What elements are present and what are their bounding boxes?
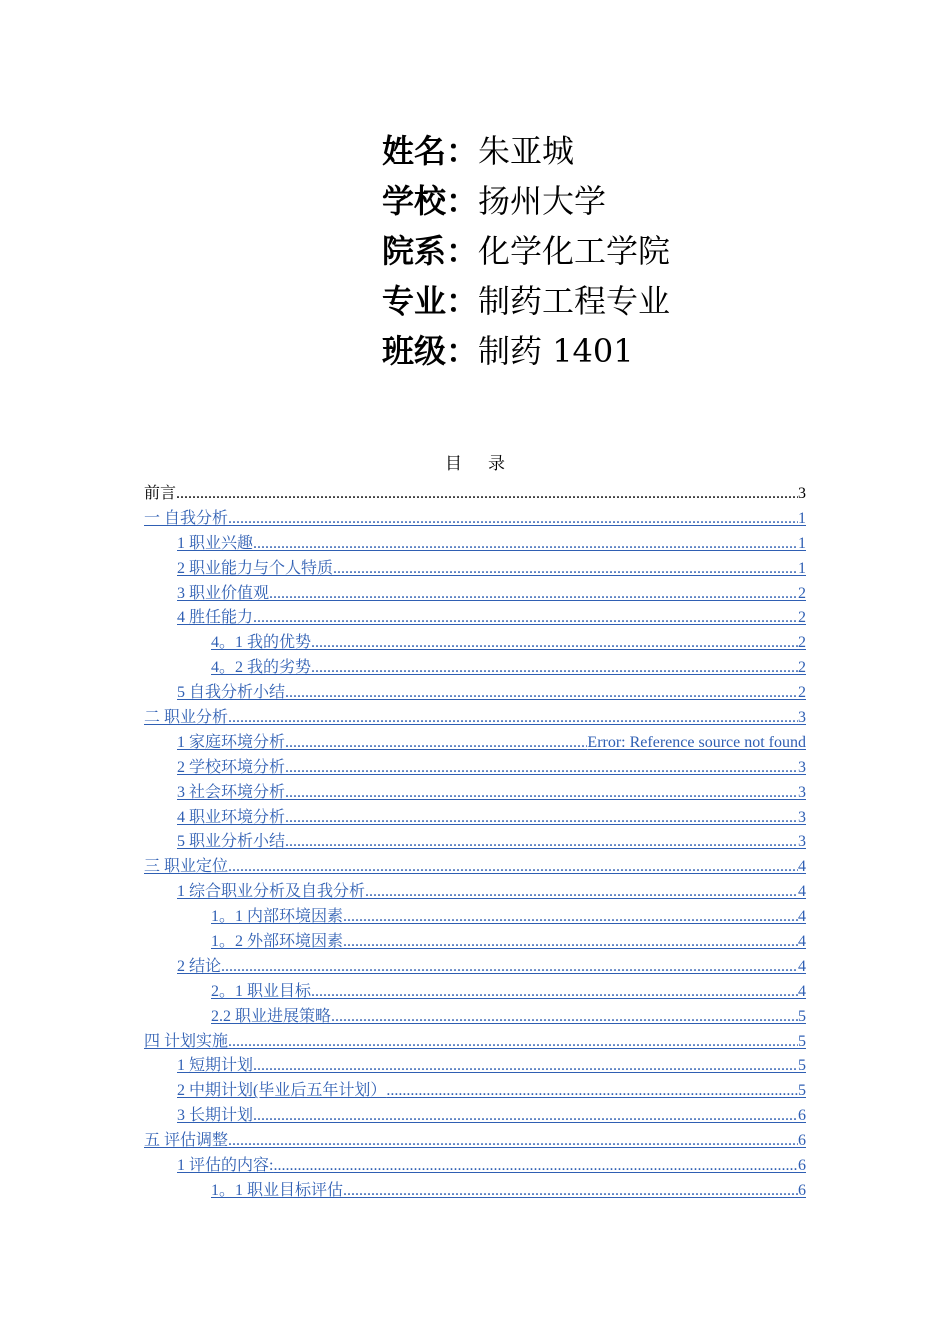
cover-row-major (382, 276, 670, 326)
major-value: 制药工程专业 (478, 282, 671, 320)
toc-entry[interactable] (144, 880, 806, 905)
toc-entry-text: 1 评估的内容: (177, 1157, 274, 1175)
toc-entry-text: 一 自我分析 (144, 509, 229, 527)
toc-entry-page: 1 (798, 509, 806, 527)
toc-leader (386, 1079, 798, 1104)
toc-leader (273, 1154, 798, 1179)
toc-entry-page: 4 (798, 908, 806, 926)
toc-leader (285, 781, 798, 806)
cover-row-school (382, 176, 670, 226)
toc-entry-preface (144, 482, 806, 507)
toc-entry-text: 五 评估调整 (144, 1132, 229, 1150)
toc-entry-page: 3 (798, 833, 806, 851)
toc-leader (228, 706, 798, 731)
toc-entry-page: 4 (798, 933, 806, 951)
toc-leader (285, 806, 798, 831)
department-value: 化学化工学院 (478, 232, 671, 270)
toc-leader (285, 681, 798, 706)
toc-entry-page: 2 (798, 684, 806, 702)
toc-entry-page: 4 (798, 957, 806, 975)
toc-entry[interactable] (144, 955, 806, 980)
toc-entry-page: 1 (798, 534, 806, 552)
toc-entry-text: 三 职业定位 (144, 858, 229, 876)
toc-entry-text: 4 胜任能力 (177, 609, 254, 627)
cover-row-name (382, 126, 670, 176)
toc-entry-text: 4。2 我的劣势 (211, 659, 312, 677)
toc-entry[interactable] (144, 1129, 806, 1154)
toc-entry-text: 2 中期计划(毕业后五年计划） (177, 1082, 387, 1100)
name-label: 姓名： (382, 132, 479, 170)
toc-entry-page: 3 (798, 783, 806, 801)
toc-entry[interactable] (144, 731, 806, 756)
toc-entry[interactable] (144, 855, 806, 880)
toc-title-right: 录 (488, 454, 505, 474)
toc-entry-page: 3 (798, 485, 806, 502)
toc-title (0, 449, 950, 474)
toc-leader (311, 656, 798, 681)
toc-leader (228, 855, 798, 880)
toc-entry-page: 5 (798, 1057, 806, 1075)
toc-entry-text: 二 职业分析 (144, 709, 229, 727)
toc-entry-text: 4 职业环境分析 (177, 808, 286, 826)
toc-entry-page: 4 (798, 982, 806, 1000)
toc-leader (311, 980, 798, 1005)
toc-entry-text: 四 计划实施 (144, 1032, 229, 1050)
toc-entry-text: 前言 (144, 485, 177, 502)
cover-row-class (382, 326, 670, 376)
toc-entry-text: 1。1 职业目标评估 (211, 1181, 344, 1199)
toc-leader (221, 955, 798, 980)
toc-entry[interactable] (144, 1154, 806, 1179)
cover-row-department (382, 226, 670, 276)
toc-entry[interactable] (144, 830, 806, 855)
toc-entry-page: 3 (798, 758, 806, 776)
toc-entry-page: 1 (798, 559, 806, 577)
toc-leader (285, 756, 798, 781)
toc-leader (269, 582, 798, 607)
toc-entry[interactable] (144, 706, 806, 731)
toc-leader (343, 1179, 798, 1204)
class-label: 班级： (382, 332, 479, 370)
toc-entry-text: 1 家庭环境分析 (177, 733, 286, 751)
toc-entry-text: 3 职业价值观 (177, 584, 270, 602)
toc-leader (365, 880, 798, 905)
toc-entry-page: 4 (798, 883, 806, 901)
toc-entry[interactable] (144, 532, 806, 557)
toc-entry-text: 1 综合职业分析及自我分析 (177, 883, 366, 901)
toc-entry-page: 3 (798, 808, 806, 826)
toc-entry-page: Error: Reference source not found (587, 733, 806, 751)
toc-leader (343, 905, 798, 930)
toc-entry[interactable] (144, 980, 806, 1005)
toc-leader (228, 1030, 798, 1055)
toc-entry-page: 2 (798, 634, 806, 652)
toc-entry[interactable] (144, 1054, 806, 1079)
toc-entry-text: 5 自我分析小结 (177, 684, 286, 702)
major-label: 专业： (382, 282, 479, 320)
school-label: 学校： (382, 182, 479, 220)
toc-entry[interactable] (144, 631, 806, 656)
toc-entry[interactable] (144, 507, 806, 532)
table-of-contents (144, 482, 806, 1204)
toc-leader (311, 631, 798, 656)
class-value: 制药 1401 (478, 332, 634, 370)
cover-info (382, 126, 670, 376)
toc-entry-page: 4 (798, 858, 806, 876)
toc-entry-page: 2 (798, 609, 806, 627)
toc-entry-page: 3 (798, 709, 806, 727)
toc-leader (228, 507, 798, 532)
toc-leader (343, 930, 798, 955)
toc-leader (331, 1005, 798, 1030)
toc-entry-text: 2 结论 (177, 957, 222, 975)
department-label: 院系： (382, 232, 479, 270)
toc-entry-text: 2.2 职业进展策略 (211, 1007, 332, 1025)
toc-leader (253, 532, 798, 557)
toc-entry[interactable] (144, 756, 806, 781)
toc-entry[interactable] (144, 557, 806, 582)
toc-leader (285, 731, 587, 756)
toc-leader (333, 557, 798, 582)
toc-entry-text: 4。1 我的优势 (211, 634, 312, 652)
toc-entry-text: 2 职业能力与个人特质 (177, 559, 334, 577)
toc-entry-page: 5 (798, 1082, 806, 1100)
toc-leader (176, 482, 798, 507)
toc-entry[interactable] (144, 1005, 806, 1030)
toc-entry-page: 6 (798, 1157, 806, 1175)
toc-title-left: 目 (445, 454, 462, 474)
toc-entry-text: 1 短期计划 (177, 1057, 254, 1075)
toc-entry-text: 3 长期计划 (177, 1107, 254, 1125)
toc-entry-page: 5 (798, 1032, 806, 1050)
toc-entry-text: 1。2 外部环境因素 (211, 933, 344, 951)
toc-entry-text: 1 职业兴趣 (177, 534, 254, 552)
toc-entry[interactable] (144, 606, 806, 631)
toc-entry[interactable] (144, 582, 806, 607)
toc-entry-page: 2 (798, 659, 806, 677)
toc-entry[interactable] (144, 681, 806, 706)
name-value: 朱亚城 (478, 132, 575, 170)
toc-entry-page: 6 (798, 1132, 806, 1150)
toc-leader (285, 830, 798, 855)
toc-entry[interactable] (144, 930, 806, 955)
toc-entry[interactable] (144, 1030, 806, 1055)
toc-entry[interactable] (144, 905, 806, 930)
toc-entry-page: 5 (798, 1007, 806, 1025)
toc-entry-text: 3 社会环境分析 (177, 783, 286, 801)
toc-entry[interactable] (144, 781, 806, 806)
toc-entry[interactable] (144, 806, 806, 831)
toc-entry-page: 6 (798, 1181, 806, 1199)
toc-entry[interactable] (144, 1104, 806, 1129)
toc-leader (253, 1054, 798, 1079)
toc-entry-text: 1。1 内部环境因素 (211, 908, 344, 926)
toc-entry[interactable] (144, 1179, 806, 1204)
toc-leader (253, 606, 798, 631)
school-value: 扬州大学 (478, 182, 607, 220)
toc-leader (253, 1104, 798, 1129)
toc-entry-text: 2 学校环境分析 (177, 758, 286, 776)
toc-entry[interactable] (144, 1079, 806, 1104)
toc-leader (228, 1129, 798, 1154)
toc-entry-page: 6 (798, 1107, 806, 1125)
toc-entry[interactable] (144, 656, 806, 681)
toc-entry-page: 2 (798, 584, 806, 602)
toc-entry-text: 2。1 职业目标 (211, 982, 312, 1000)
toc-entry-text: 5 职业分析小结 (177, 833, 286, 851)
